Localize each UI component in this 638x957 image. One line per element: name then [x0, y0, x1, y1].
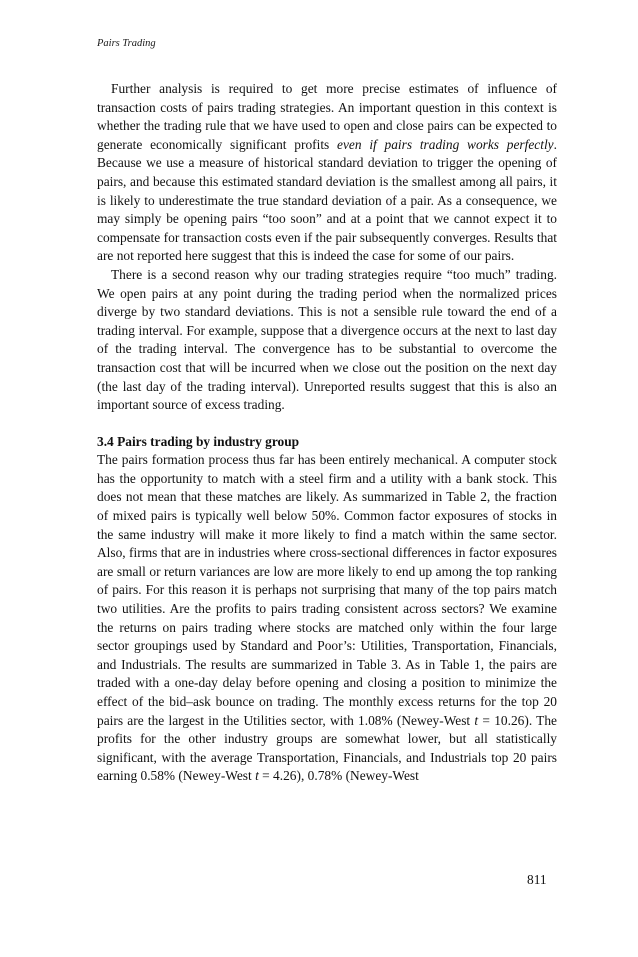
- paragraph-industry-group: [97, 451, 557, 786]
- t-statistic-symbol: t: [474, 712, 479, 728]
- paragraph-text: . Because we use a measure of historical standard deviation to trigger the opening of pairs, and because this estimated standard deviation is the smallest among all pairs, it is likely to underestimate the true standard deviation of a pair. As a consequence, we may simply be opening pairs “too soon” and at a point that we cannot expect it to compensate for transaction costs even if the pair subsequently converges. Results that are not reported here suggest that this is indeed the case for some of our pairs.: [97, 136, 557, 264]
- paragraph-text: = 4.26), 0.78% (Newey-West: [258, 768, 419, 784]
- body-text: [97, 80, 557, 786]
- t-statistic-symbol: t: [255, 768, 259, 784]
- running-head: Pairs Trading: [97, 38, 156, 49]
- section-heading: 3.4 Pairs trading by industry group: [97, 433, 300, 449]
- section-spacer: [97, 415, 557, 433]
- emphasis-text: even if pairs trading works perfectly: [337, 136, 554, 152]
- paragraph-text: Further analysis is required to get more precise estimates of influence of transaction costs of pairs trading strategies. An important question in this context is whether the trading rule that we have used to open and close pairs can be expected to generate economically significant profits: [97, 81, 557, 152]
- page-number: 811: [527, 872, 547, 887]
- paragraph-text: = 10.26). The profits for the other industry groups are somewhat lower, but all statistically significant, with the average Transportation, Financials, and Industrials top 20 pairs earning 0.58% (Newey-West: [97, 712, 557, 784]
- paragraph-excess-trading: There is a second reason why our trading strategies require “too much” trading. We open pairs at any point during the trading period when the normalized prices diverge by two standard deviations. This is not a sensible rule toward the end of a trading interval. For example, suppose that a divergence occurs at the next to last day of the trading interval. The convergence has to be substantial to overcome the transaction cost that will be incurred when we close out the position on the next day (the last day of the trading interval). Unreported results suggest that this is also an important source of excess trading.: [97, 266, 557, 413]
- paragraph-text: The pairs formation process thus far has been entirely mechanical. A computer stock has the opportunity to match with a steel firm and a utility with a bank stock. This does not mean that these matches are likely. As summarized in Table 2, the fraction of mixed pairs is typically well below 50%. Common factor exposures of stocks in the same industry will make it more likely to find a match within the same sector. Also, firms that are in industries where cross-sectional differences in factor exposures are small or return variances are low are more likely to end up among the top ranking of pairs. For this reason it is perhaps not surprising that many of the top pairs match two utilities. Are the profits to pairs trading consistent across sectors? We examine the returns on pairs trading where stocks are matched only within the four large sector groupings used by Standard and Poor’s: Utilities, Transportation, Financials, and Industrials. The results are summarized in Table 3. As in Table 1, the pairs are traded with a one-day delay before opening and closing a position to minimize the effect of the bid–ask bounce on trading. The monthly excess returns for the top 20 pairs are the largest in the Utilities sector, with 1.08% (Newey-West: [97, 452, 557, 728]
- paragraph-transaction-costs: [97, 80, 557, 266]
